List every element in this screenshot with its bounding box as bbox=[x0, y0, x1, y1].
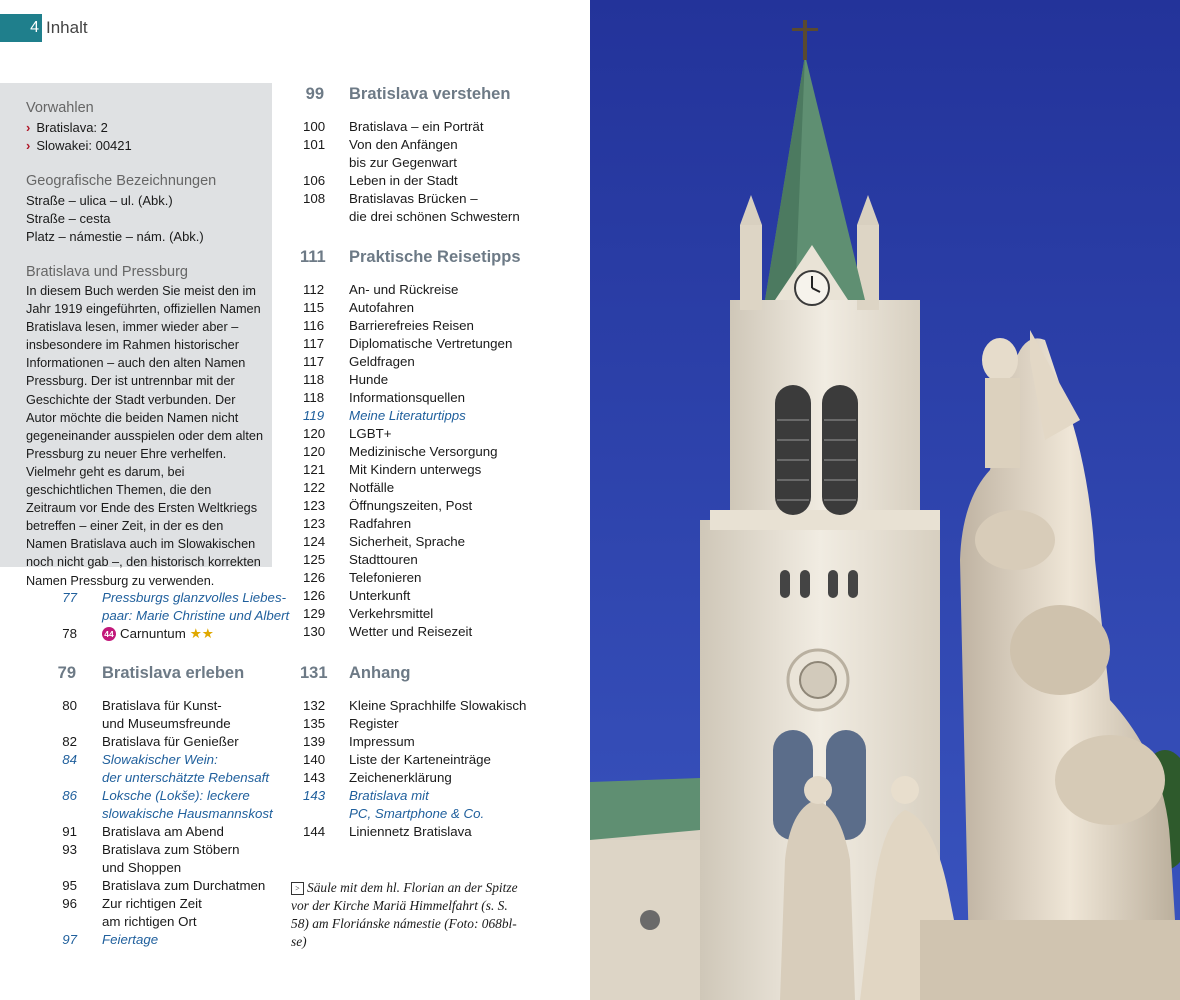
toc-entry-title: Barrierefreies Reisen bbox=[349, 318, 474, 333]
toc-page-number: 124 bbox=[303, 534, 326, 549]
section-title: Bratislava verstehen bbox=[349, 85, 511, 103]
toc-entry-title: Bratislava für Kunst- bbox=[102, 698, 222, 713]
toc-page-number: 112 bbox=[303, 282, 325, 297]
toc-page-number: 122 bbox=[303, 480, 326, 495]
toc-page-number: 121 bbox=[303, 462, 326, 477]
toc-entry-title: Carnuntum bbox=[120, 626, 186, 641]
toc-entry-title: Öffnungszeiten, Post bbox=[349, 498, 473, 513]
geo-names-heading: Geografische Bezeichnungen bbox=[26, 173, 217, 189]
toc-page-number: 139 bbox=[303, 734, 326, 749]
toc-entry-title: Hunde bbox=[349, 372, 389, 387]
dial-code-item: › Slowakei: 00421 bbox=[26, 138, 132, 153]
toc-entry-title: die drei schönen Schwestern bbox=[349, 209, 520, 224]
toc-page-number: 118 bbox=[303, 372, 325, 387]
chevron-right-icon: › bbox=[26, 120, 31, 135]
toc-entry-title: Bratislava zum Durchatmen bbox=[102, 878, 266, 893]
toc-page-number: 144 bbox=[303, 824, 326, 839]
toc-entry-title: Radfahren bbox=[349, 516, 412, 531]
toc-entry-title: Autofahren bbox=[349, 300, 415, 315]
toc-entry-title: Bratislava am Abend bbox=[102, 824, 224, 839]
toc-entry-title: Informationsquellen bbox=[349, 390, 466, 405]
toc-page-number: 96 bbox=[62, 896, 77, 911]
star-rating-icon: ★★ bbox=[189, 626, 214, 641]
toc-entry-title: Stadttouren bbox=[349, 552, 418, 567]
toc-entry-title: Mit Kindern unterwegs bbox=[349, 462, 482, 477]
toc-page-number: 119 bbox=[303, 408, 325, 423]
section-title: Bratislava erleben bbox=[102, 664, 245, 682]
toc-entry-title: Bratislava für Genießer bbox=[102, 734, 239, 749]
toc-page-number: 77 bbox=[62, 590, 77, 605]
page-number: 4 bbox=[0, 14, 42, 42]
toc-entry-title: Register bbox=[349, 716, 399, 731]
toc-entry-title: am richtigen Ort bbox=[102, 914, 197, 929]
geo-line: Straße – cesta bbox=[26, 211, 111, 226]
section-page-number: 99 bbox=[305, 85, 324, 103]
toc-entry-title: Verkehrsmittel bbox=[349, 606, 434, 621]
toc-entry-title: An- und Rückreise bbox=[349, 282, 459, 297]
section-page-number: 79 bbox=[57, 664, 76, 682]
toc-page-number: 117 bbox=[303, 354, 325, 369]
toc-page-number: 129 bbox=[303, 606, 326, 621]
geo-line: Platz – námestie – nám. (Abk.) bbox=[26, 229, 204, 244]
toc-entry-title: LGBT+ bbox=[349, 426, 392, 441]
toc-entry-title: paar: Marie Christine und Albert bbox=[102, 608, 290, 623]
toc-page-number: 115 bbox=[303, 300, 325, 315]
toc-page-number: 91 bbox=[62, 824, 77, 839]
toc-page-number: 97 bbox=[62, 932, 77, 947]
toc-entry-title: Telefonieren bbox=[349, 570, 422, 585]
toc-page-number: 101 bbox=[303, 137, 326, 152]
chevron-right-icon: › bbox=[26, 138, 31, 153]
toc-entry-title: Loksche (Lokše): leckere bbox=[102, 788, 250, 803]
toc-entry-title: Impressum bbox=[349, 734, 415, 749]
info-box bbox=[0, 83, 272, 588]
cover-photo bbox=[590, 0, 1180, 1000]
toc-entry-title: Bratislava mit bbox=[349, 788, 429, 803]
toc-entry-title: bis zur Gegenwart bbox=[349, 155, 457, 170]
toc-entry-title: Bratislava – ein Porträt bbox=[349, 119, 484, 134]
toc-entry-title: Bratislavas Brücken – bbox=[349, 191, 478, 206]
toc-entry-title: Bratislava zum Stöbern bbox=[102, 842, 240, 857]
toc-entry-title: Unterkunft bbox=[349, 588, 411, 603]
map-number-badge: 44 bbox=[102, 627, 116, 641]
toc-page-number: 120 bbox=[303, 426, 326, 441]
toc-page-number: 132 bbox=[303, 698, 326, 713]
toc-entry-title: Feiertage bbox=[102, 932, 159, 947]
photo-caption: > Säule mit dem hl. Florian an der Spitze vor der Kirche Mariä Himmelfahrt (s. S. 58) am Floriánske námestie (Foto: 068bl-se) bbox=[291, 880, 518, 949]
toc-page-number: 78 bbox=[62, 626, 77, 641]
toc-page-number: 143 bbox=[303, 770, 326, 785]
toc-page-number: 125 bbox=[303, 552, 326, 567]
toc-entry-title: Von den Anfängen bbox=[349, 137, 458, 152]
toc-page-number: 106 bbox=[303, 173, 326, 188]
geo-line: Straße – ulica – ul. (Abk.) bbox=[26, 193, 173, 208]
toc-page-number: 140 bbox=[303, 752, 326, 767]
toc-page-number: 130 bbox=[303, 624, 326, 639]
toc-entry-title: Meine Literaturtipps bbox=[349, 408, 466, 423]
toc-page-number: 117 bbox=[303, 336, 325, 351]
toc-entry-title: Pressburgs glanzvolles Liebes- bbox=[102, 590, 287, 605]
dial-code-item: › Bratislava: 2 bbox=[26, 120, 108, 135]
church-photo bbox=[590, 0, 1180, 1000]
toc-page-number: 108 bbox=[303, 191, 326, 206]
toc-page-number: 126 bbox=[303, 570, 326, 585]
toc-page-number: 135 bbox=[303, 716, 326, 731]
toc-entry-title: Kleine Sprachhilfe Slowakisch bbox=[349, 698, 527, 713]
toc-page-number: 84 bbox=[62, 752, 77, 767]
toc-entry-title: Notfälle bbox=[349, 480, 395, 495]
section-title: Anhang bbox=[349, 664, 411, 682]
toc-page-number: 123 bbox=[303, 516, 326, 531]
section-page-number: 131 bbox=[300, 664, 328, 682]
toc-entry-title: Liniennetz Bratislava bbox=[349, 824, 472, 839]
toc-entry-title: Diplomatische Vertretungen bbox=[349, 336, 513, 351]
toc-entry-title: der unterschätzte Rebensaft bbox=[102, 770, 270, 785]
toc-page-number: 93 bbox=[62, 842, 77, 857]
toc-entry-title: Wetter und Reisezeit bbox=[349, 624, 473, 639]
dial-codes-heading: Vorwahlen bbox=[26, 100, 94, 116]
section-title: Praktische Reisetipps bbox=[349, 248, 521, 266]
toc-page-number: 95 bbox=[62, 878, 77, 893]
toc-entry-title: Zeichenerklärung bbox=[349, 770, 452, 785]
toc-page-number: 116 bbox=[303, 318, 325, 333]
page-title: Inhalt bbox=[46, 18, 88, 37]
toc-page-number: 120 bbox=[303, 444, 326, 459]
toc-entry-title: Liste der Karteneinträge bbox=[349, 752, 491, 767]
toc-entry-title: Geldfragen bbox=[349, 354, 415, 369]
toc-entry-title: Medizinische Versorgung bbox=[349, 444, 498, 459]
toc-entry-title: und Museumsfreunde bbox=[102, 716, 231, 731]
names-heading: Bratislava und Pressburg bbox=[26, 264, 188, 280]
toc-entry-title: Zur richtigen Zeit bbox=[102, 896, 202, 911]
toc-page-number: 86 bbox=[62, 788, 77, 803]
photo-caption-icon: > bbox=[291, 882, 304, 895]
toc-page-number: 80 bbox=[62, 698, 77, 713]
toc-entry-title: slowakische Hausmannskost bbox=[102, 806, 273, 821]
toc-page-number: 82 bbox=[62, 734, 77, 749]
toc-page-number: 143 bbox=[303, 788, 326, 803]
names-paragraph: In diesem Buch werden Sie meist den im Jahr 1919 eingeführten, offiziellen Namen Bratislava lesen, immer wieder aber – insbesondere im Rahmen historischer Informationen – auch den alten Namen Pressburg. Der ist untrennbar mit der Geschichte der Stadt verbunden. Der Autor möchte die beiden Namen nicht gegeneinander ausspielen oder dem alten Pressburg zu neuer Ehre verhelfen. Vielmehr geht es darum, bei geschichtlichen Themen, die den Zeitraum vor Ende des Ersten Weltkriegs betreffen – einer Zeit, in der es den Namen Bratislava auch im Slowakischen noch nicht gab –, den historisch korrekten Namen Pressburg zu verwenden. bbox=[26, 284, 264, 588]
section-page-number: 111 bbox=[300, 248, 326, 266]
toc-page-number: 118 bbox=[303, 390, 325, 405]
toc-entry-title: Sicherheit, Sprache bbox=[349, 534, 466, 549]
toc-entry-title: und Shoppen bbox=[102, 860, 182, 875]
toc-entry-title: Leben in der Stadt bbox=[349, 173, 458, 188]
toc-page-number: 126 bbox=[303, 588, 326, 603]
toc-entry-title: PC, Smartphone & Co. bbox=[349, 806, 485, 821]
toc-entry-title: Slowakischer Wein: bbox=[102, 752, 218, 767]
toc-page-number: 123 bbox=[303, 498, 326, 513]
toc-page-number: 100 bbox=[303, 119, 326, 134]
